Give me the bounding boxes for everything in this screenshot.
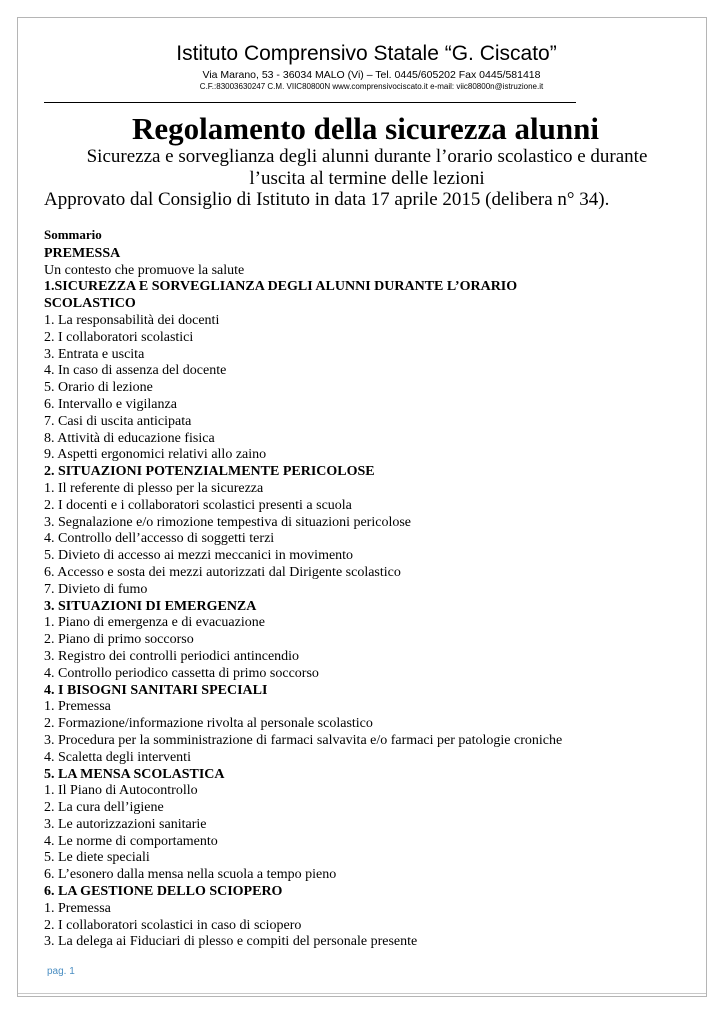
toc-premessa-title: PREMESSA [44,245,121,261]
toc-item: 4. In caso di assenza del docente [44,363,227,379]
toc-item: 2. Formazione/informazione rivolta al personale scolastico [44,716,373,732]
header-divider [44,102,576,103]
toc-item: 6. L’esonero dalla mensa nella scuola a tempo pieno [44,867,337,883]
footer-divider [18,993,706,994]
toc-item: 3. Procedura per la somministrazione di farmaci salvavita e/o farmaci per patologie croniche [44,732,563,748]
toc-section-title: 6. LA GESTIONE DELLO SCIOPERO [44,884,283,900]
toc-item: 5. Orario di lezione [44,380,153,396]
toc-item: 5. Le diete speciali [44,850,150,866]
toc-item: 4. Controllo dell’accesso di soggetti terzi [44,531,275,547]
toc-item: 1. La responsabilità dei docenti [44,312,220,328]
toc-section-title: 4. I BISOGNI SANITARI SPECIALI [44,682,268,698]
toc-section-title: 2. SITUAZIONI POTENZIALMENTE PERICOLOSE [44,464,375,480]
toc-item: 3. Segnalazione e/o rimozione tempestiva di situazioni pericolose [44,514,412,530]
toc-item: 1. Il referente di plesso per la sicurezza [44,480,264,496]
toc-item: 4. Scaletta degli interventi [44,749,191,765]
toc-item: 2. I collaboratori scolastici in caso di sciopero [44,917,302,933]
toc-item: 4. Le norme di comportamento [44,833,218,849]
toc-item: 5. Divieto di accesso ai mezzi meccanici in movimento [44,548,354,564]
toc-sections [44,279,694,951]
institute-address: Via Marano, 53 - 36034 MALO (Vi) – Tel. 0445/605202 Fax 0445/581418 [202,69,541,81]
toc-item: 2. I docenti e i collaboratori scolastici presenti a scuola [44,497,352,513]
toc-item: 3. La delega ai Fiduciari di plesso e compiti del personale presente [44,934,418,950]
toc-section-title: 1.SICUREZZA E SORVEGLIANZA DEGLI ALUNNI DURANTE L’ORARIO SCOLASTICO [44,279,518,312]
toc-item: 2. I collaboratori scolastici [44,329,194,345]
table-of-contents [44,227,694,951]
document-subtitle: Sicurezza e sorveglianza degli alunni durante l’orario scolastico e durante l’uscita al termine delle lezioni [86,146,648,189]
toc-item: 9. Aspetti ergonomici relativi allo zaino [44,447,267,463]
institute-name: Istituto Comprensivo Statale “G. Ciscato” [176,42,557,65]
toc-item: 3. Entrata e uscita [44,346,145,362]
toc-item: 2. Piano di primo soccorso [44,632,194,648]
document-title: Regolamento della sicurezza alunni [132,111,599,146]
toc-item: 2. La cura dell’igiene [44,800,164,816]
toc-item: 1. Piano di emergenza e di evacuazione [44,615,265,631]
toc-heading: Sommario [44,227,102,242]
page-number: pag. 1 [47,966,75,977]
toc-item: 3. Registro dei controlli periodici antincendio [44,648,300,664]
toc-item: 4. Controllo periodico cassetta di primo soccorso [44,665,319,681]
toc-section-title: 5. LA MENSA SCOLASTICA [44,766,225,782]
toc-item: 3. Le autorizzazioni sanitarie [44,816,207,832]
toc-item: 1. Il Piano di Autocontrollo [44,783,198,799]
toc-premessa-item: Un contesto che promuove la salute [44,262,245,278]
institute-contacts: C.F.:83003630247 C.M. VIIC80800N www.comprensivociscato.it e-mail: viic80800n@istruzione.it [199,82,544,91]
toc-item: 7. Casi di uscita anticipata [44,413,192,429]
toc-item: 7. Divieto di fumo [44,581,148,597]
toc-item: 8. Attività di educazione fisica [44,430,215,446]
toc-item: 6. Intervallo e vigilanza [44,396,177,412]
toc-item: 6. Accesso e sosta dei mezzi autorizzati dal Dirigente scolastico [44,564,401,580]
approval-note: Approvato dal Consiglio di Istituto in data 17 aprile 2015 (delibera n° 34). [44,189,610,210]
toc-section-title: 3. SITUAZIONI DI EMERGENZA [44,598,257,614]
toc-item: 1. Premessa [44,699,111,715]
toc-item: 1. Premessa [44,900,111,916]
